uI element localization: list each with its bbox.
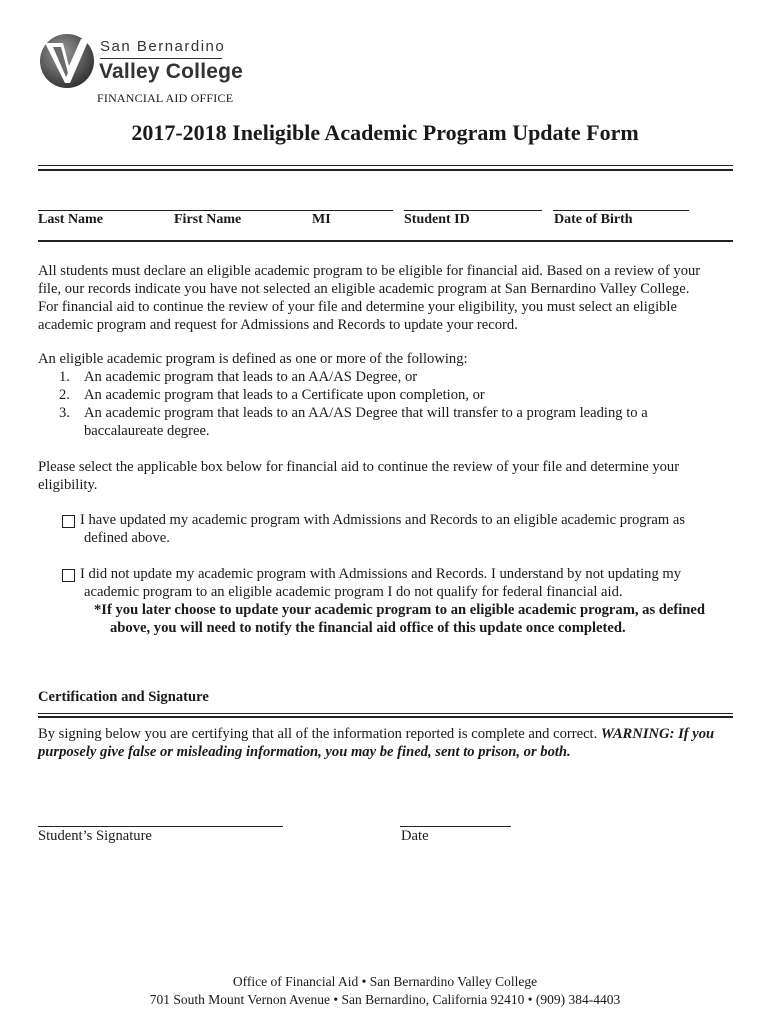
- student-id-label: Student ID: [404, 212, 470, 227]
- definition-lead: An eligible academic program is defined as one or more of the following:: [38, 351, 468, 367]
- mi-label: MI: [312, 212, 331, 227]
- warning-text: WARNING: If you: [600, 726, 715, 742]
- office-label: FINANCIAL AID OFFICE: [97, 91, 234, 105]
- logo-top-text: San Bernardino: [100, 38, 226, 55]
- date-label: Date: [401, 828, 429, 844]
- list-item: 3. An academic program that leads to an AA/AS Degree that will transfer to a program leading to a baccalaureate degree.: [59, 405, 648, 439]
- date-line[interactable]: [400, 826, 511, 827]
- student-signature-label: Student’s Signature: [38, 828, 152, 844]
- student-id-field-line[interactable]: [404, 210, 542, 211]
- definition-list: [38, 368, 738, 440]
- name-field-line[interactable]: [38, 210, 393, 211]
- title-rule-bottom: [38, 169, 733, 171]
- student-signature-line[interactable]: [38, 826, 283, 827]
- option-not-updated-text-cont: academic program to an eligible academic program I do not qualify for federal financial aid.: [84, 584, 623, 600]
- fields-rule: [38, 240, 733, 242]
- certification-rule-top: [38, 713, 733, 714]
- college-logo-icon: [39, 33, 95, 89]
- option-updated-checkbox[interactable]: [62, 515, 75, 528]
- footer-line-2: 701 South Mount Vernon Avenue • San Bernardino, California 92410 • (909) 384-4403: [149, 992, 621, 1007]
- title-rule-top: [38, 165, 733, 166]
- option-updated-text: I have updated my academic program with Admissions and Records to an eligible academic program as: [80, 512, 686, 528]
- update-note-cont: above, you will need to notify the financial aid office of this update once completed.: [110, 620, 626, 636]
- dob-label: Date of Birth: [554, 212, 633, 227]
- certification-text: By signing below you are certifying that all of the information reported is complete and correct. WARNING: If you purposely give false or misleading information, you may be fined, sent to prison, or both.: [38, 726, 715, 760]
- select-instructions: Please select the applicable box below for financial aid to continue the review of your file and determine your eligibility.: [38, 459, 680, 493]
- list-item: 1. An academic program that leads to an AA/AS Degree, or: [59, 369, 418, 385]
- option-updated-text-cont: defined above.: [84, 530, 170, 546]
- last-name-label: Last Name: [38, 212, 103, 227]
- first-name-label: First Name: [174, 212, 242, 227]
- intro-paragraph: All students must declare an eligible academic program to be eligible for financial aid. Based on a review of your file, our records indicate you have not selected an eligible academic program at San Bernardino Valley College. For financial aid to continue the review of your file and determine your eligibility, you must select an eligible academic program and request for Admissions and Records to update your record.: [38, 263, 701, 333]
- dob-field-line[interactable]: [553, 210, 689, 211]
- logo-bottom-text: Valley College: [99, 60, 244, 83]
- form-title: 2017-2018 Ineligible Academic Program Update Form: [131, 120, 639, 145]
- footer-line-1: Office of Financial Aid • San Bernardino Valley College: [232, 974, 538, 989]
- option-not-updated-checkbox[interactable]: [62, 569, 75, 582]
- logo-divider: [100, 58, 222, 59]
- certification-heading: Certification and Signature: [38, 689, 209, 705]
- update-note: *If you later choose to update your academic program to an eligible academic program, as defined: [94, 602, 705, 618]
- option-not-updated-text: I did not update my academic program with Admissions and Records. I understand by not updating my: [80, 566, 682, 582]
- certification-rule-bottom: [38, 716, 733, 718]
- list-item: 2. An academic program that leads to a Certificate upon completion, or: [59, 387, 485, 403]
